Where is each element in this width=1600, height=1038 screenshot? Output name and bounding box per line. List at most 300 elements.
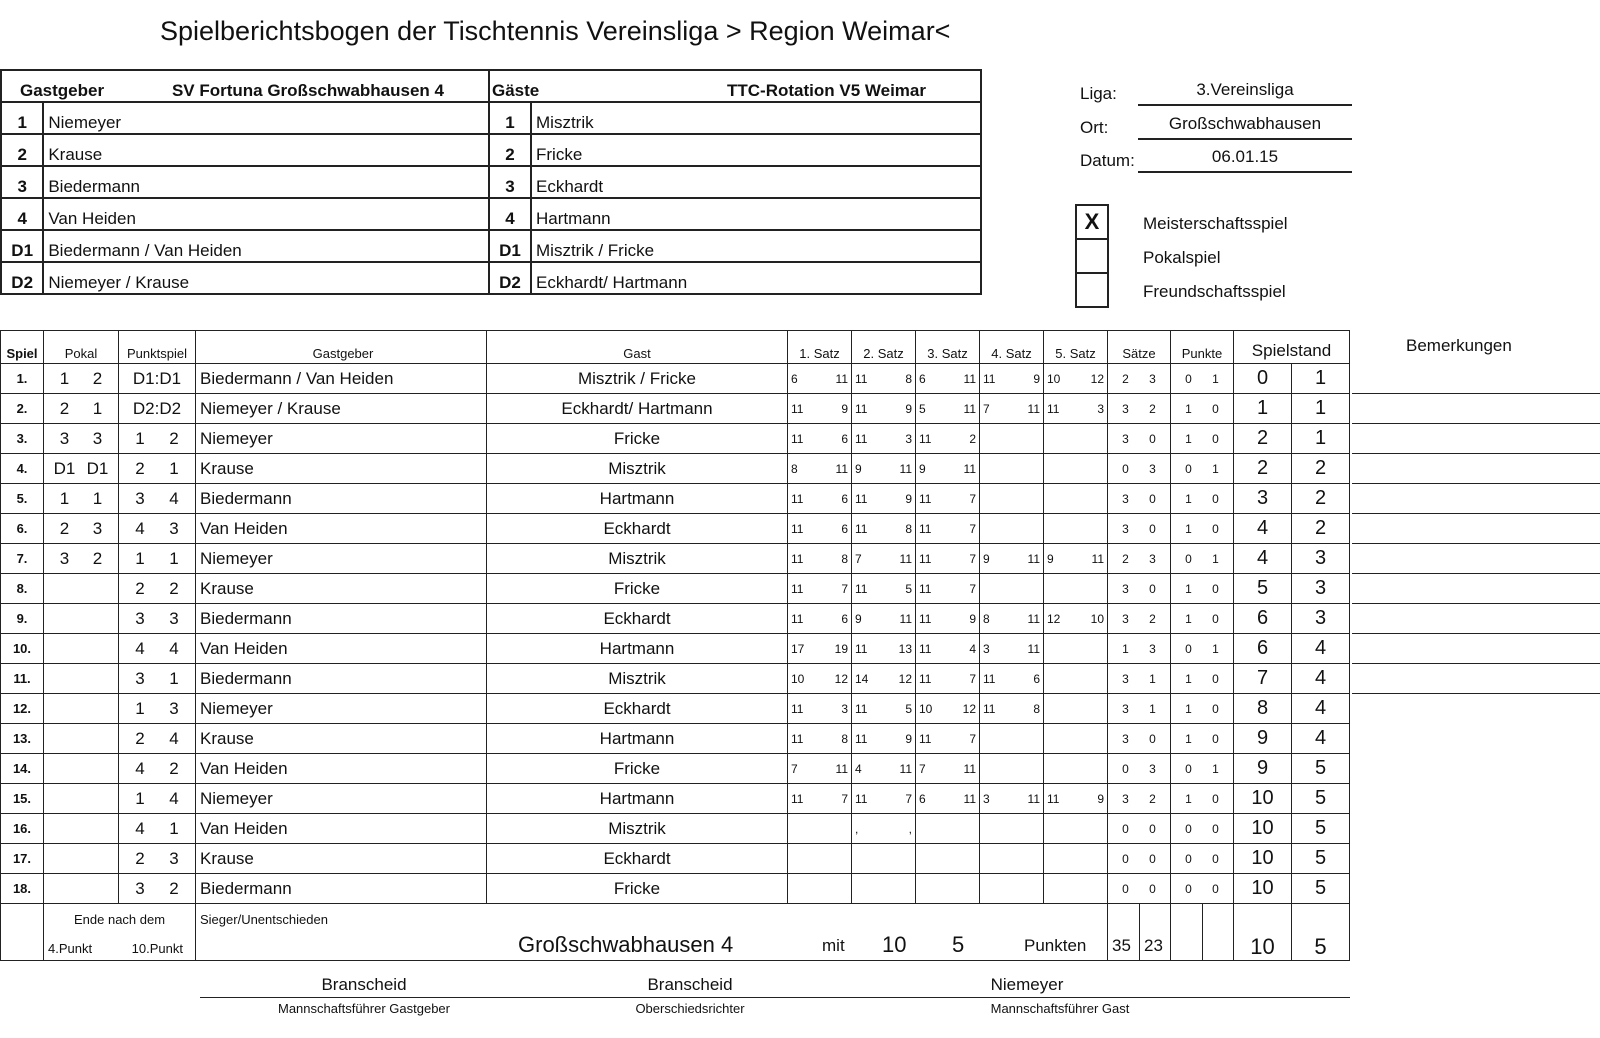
set-4-cell-a: 8 [983, 611, 990, 626]
punktspiel-cell-a: 3 [135, 488, 145, 508]
game-guest-player[interactable]: Fricke [487, 754, 788, 784]
punkte-cell[interactable] [1171, 484, 1234, 514]
set-1-cell[interactable] [788, 724, 852, 754]
bemerkung-line[interactable] [1352, 633, 1600, 634]
game-guest-player[interactable]: Fricke [487, 574, 788, 604]
ende-b: 10.Punkt [131, 941, 183, 956]
game-guest-player[interactable]: Fricke [487, 874, 788, 904]
punkte-cell-a: 0 [1185, 851, 1192, 866]
game-guest-player[interactable]: Fricke [487, 424, 788, 454]
punkte-cell[interactable] [1171, 604, 1234, 634]
set-3-cell[interactable] [916, 634, 980, 664]
pokal-cell[interactable] [44, 604, 119, 634]
set-3-cell[interactable] [916, 664, 980, 694]
punktspiel-cell-a: 2 [135, 728, 145, 748]
spielstand-host: 3 [1234, 484, 1292, 514]
punkte-cell[interactable] [1171, 844, 1234, 874]
set-3-cell[interactable] [916, 724, 980, 754]
game-host-player[interactable]: Van Heiden [196, 754, 487, 784]
set-3-cell[interactable] [916, 514, 980, 544]
set-3-cell-a: 11 [919, 521, 932, 536]
punkte-cell[interactable] [1171, 664, 1234, 694]
set-1-cell-a: 6 [791, 371, 798, 386]
set-5-cell[interactable] [1044, 604, 1108, 634]
set-2-cell[interactable] [852, 424, 916, 454]
guest-player-name[interactable]: Misztrik [531, 102, 981, 134]
saetze-cell[interactable] [1108, 604, 1171, 634]
bemerkung-line[interactable] [1352, 663, 1600, 664]
liga-field[interactable]: 3.Vereinsliga [1138, 80, 1352, 106]
set-2-cell[interactable] [852, 634, 916, 664]
bemerkung-line[interactable] [1352, 603, 1600, 604]
punktspiel-cell-b: 2 [169, 758, 179, 778]
set-4-cell[interactable] [980, 664, 1044, 694]
game-guest-player[interactable]: Misztrik [487, 664, 788, 694]
pokal-cell[interactable] [44, 484, 119, 514]
spielstand-host: 7 [1234, 664, 1292, 694]
host-player-name[interactable]: Krause [43, 134, 489, 166]
saetze-cell-b: 3 [1149, 551, 1156, 566]
team-row [1, 198, 981, 230]
set-2-cell-a: 7 [855, 551, 862, 566]
saetze-cell[interactable] [1108, 454, 1171, 484]
set-3-cell[interactable] [916, 454, 980, 484]
set-3-cell[interactable] [916, 574, 980, 604]
set-2-cell[interactable] [852, 364, 916, 394]
game-host-player[interactable]: Biedermann [196, 874, 487, 904]
spielstand-guest: 4 [1292, 634, 1350, 664]
set-5-cell[interactable] [1044, 454, 1108, 484]
pokal-cell[interactable] [44, 514, 119, 544]
spielstand-host: 10 [1234, 814, 1292, 844]
game-host-player[interactable]: Niemeyer [196, 784, 487, 814]
set-2-cell-b: 8 [905, 521, 912, 536]
punktspiel-cell[interactable] [119, 634, 196, 664]
punktspiel-cell[interactable] [119, 604, 196, 634]
pokal-cell[interactable] [44, 724, 119, 754]
set-3-cell-a: 11 [919, 491, 932, 506]
set-3-cell-a: 11 [919, 551, 932, 566]
set-3-cell[interactable] [916, 604, 980, 634]
set-1-cell[interactable] [788, 484, 852, 514]
game-row [1, 364, 1350, 394]
bemerkung-line[interactable] [1352, 693, 1600, 694]
game-host-player[interactable]: Van Heiden [196, 514, 487, 544]
saetze-cell-b: 2 [1149, 611, 1156, 626]
freundschaft-checkbox[interactable] [1075, 272, 1109, 308]
punktspiel-cell[interactable] [119, 514, 196, 544]
set-4-cell[interactable] [980, 454, 1044, 484]
set-5-cell-a: 11 [1047, 401, 1060, 416]
set-5-cell[interactable] [1044, 574, 1108, 604]
set-4-cell[interactable] [980, 394, 1044, 424]
set-1-cell[interactable] [788, 874, 852, 904]
saetze-cell-a: 0 [1122, 821, 1129, 836]
set-4-cell[interactable] [980, 634, 1044, 664]
set-3-cell[interactable] [916, 544, 980, 574]
set-3-cell[interactable] [916, 424, 980, 454]
punktspiel-cell-b: 4 [169, 488, 179, 508]
set-3-cell[interactable] [916, 754, 980, 784]
punkte-cell[interactable] [1171, 724, 1234, 754]
guest-player-name[interactable]: Hartmann [531, 198, 981, 230]
set-2-cell-a: 14 [855, 671, 869, 686]
saetze-cell-b: 1 [1149, 701, 1156, 716]
guest-player-name[interactable]: Fricke [531, 134, 981, 166]
col-pokal: Pokal [44, 331, 119, 364]
role-referee: Oberschiedsrichter [635, 1001, 745, 1016]
spielstand-guest: 5 [1292, 844, 1350, 874]
game-guest-player[interactable]: Eckhardt [487, 514, 788, 544]
set-4-cell[interactable] [980, 514, 1044, 544]
set-4-cell[interactable] [980, 784, 1044, 814]
game-guest-player[interactable]: Misztrik / Fricke [487, 364, 788, 394]
set-2-cell[interactable] [852, 754, 916, 784]
set-1-cell[interactable] [788, 514, 852, 544]
set-5-cell[interactable] [1044, 544, 1108, 574]
game-guest-player[interactable]: Eckhardt [487, 694, 788, 724]
pokal-cell[interactable] [44, 754, 119, 784]
set-4-cell[interactable] [980, 364, 1044, 394]
game-guest-player[interactable]: Hartmann [487, 634, 788, 664]
punkte-cell[interactable] [1171, 514, 1234, 544]
set-4-cell-a: 9 [983, 551, 990, 566]
punkte-cell[interactable] [1171, 754, 1234, 784]
set-5-cell[interactable] [1044, 484, 1108, 514]
bemerkung-line[interactable] [1352, 423, 1600, 424]
punkte-cell[interactable] [1171, 694, 1234, 724]
set-2-cell-b: 13 [898, 641, 912, 656]
pokal-cell[interactable] [44, 574, 119, 604]
saetze-cell-b: 2 [1149, 791, 1156, 806]
punktspiel-cell[interactable] [119, 844, 196, 874]
punktspiel-cell-b: 1 [169, 458, 179, 478]
signature-host-captain: Branscheid [321, 975, 407, 994]
set-3-cell-b: 7 [969, 551, 976, 566]
guest-player-name[interactable]: Eckhardt [531, 166, 981, 198]
set-2-cell[interactable] [852, 544, 916, 574]
pokal-cell[interactable] [44, 814, 119, 844]
saetze-cell[interactable] [1108, 574, 1171, 604]
pokal-cell[interactable] [44, 874, 119, 904]
punkte-cell-b: 0 [1212, 581, 1219, 596]
set-2-cell[interactable] [852, 694, 916, 724]
set-4-cell[interactable] [980, 724, 1044, 754]
set-5-cell[interactable] [1044, 814, 1108, 844]
set-3-cell[interactable] [916, 364, 980, 394]
set-2-cell[interactable] [852, 394, 916, 424]
bemerkung-line[interactable] [1352, 393, 1600, 394]
punktspiel-cell[interactable] [119, 424, 196, 454]
set-5-cell-b: 3 [1097, 401, 1104, 416]
ort-field[interactable]: Großschwabhausen [1138, 114, 1352, 140]
set-2-cell[interactable] [852, 724, 916, 754]
punkte-cell[interactable] [1171, 424, 1234, 454]
saetze-total-a: 35 [1112, 936, 1131, 955]
punktspiel-cell[interactable] [119, 454, 196, 484]
punktspiel-cell[interactable]: D2:D2 [119, 394, 196, 424]
saetze-cell[interactable] [1108, 664, 1171, 694]
saetze-cell-b: 2 [1149, 401, 1156, 416]
punktspiel-cell[interactable] [119, 664, 196, 694]
punkte-cell[interactable] [1171, 364, 1234, 394]
game-guest-player[interactable]: Eckhardt [487, 604, 788, 634]
game-guest-player[interactable]: Eckhardt/ Hartmann [487, 394, 788, 424]
set-5-cell[interactable] [1044, 514, 1108, 544]
set-5-cell-b: 10 [1090, 611, 1104, 626]
set-5-cell[interactable] [1044, 364, 1108, 394]
set-3-cell[interactable] [916, 844, 980, 874]
punkte-cell[interactable] [1171, 574, 1234, 604]
host-player-name[interactable]: Van Heiden [43, 198, 489, 230]
game-guest-player[interactable]: Misztrik [487, 544, 788, 574]
set-5-cell[interactable] [1044, 634, 1108, 664]
set-4-cell[interactable] [980, 694, 1044, 724]
punktspiel-cell[interactable] [119, 754, 196, 784]
set-2-cell[interactable] [852, 784, 916, 814]
set-2-cell[interactable] [852, 814, 916, 844]
set-4-cell[interactable] [980, 754, 1044, 784]
saetze-cell-a: 2 [1122, 551, 1129, 566]
set-1-cell[interactable] [788, 454, 852, 484]
game-guest-player[interactable]: Misztrik [487, 814, 788, 844]
spielstand-guest: 4 [1292, 664, 1350, 694]
set-5-cell[interactable] [1044, 844, 1108, 874]
set-1-cell[interactable] [788, 814, 852, 844]
set-3-cell[interactable] [916, 694, 980, 724]
pokal-cell[interactable] [44, 634, 119, 664]
punkte-cell-a: 1 [1185, 791, 1192, 806]
set-1-cell[interactable] [788, 634, 852, 664]
pokal-cell[interactable] [44, 784, 119, 814]
set-3-cell[interactable] [916, 484, 980, 514]
pokal-cell-a: 2 [59, 518, 70, 538]
game-host-player[interactable]: Krause [196, 454, 487, 484]
spielstand-guest: 1 [1292, 424, 1350, 454]
saetze-cell-b: 0 [1149, 731, 1156, 746]
punkte-cell-a: 0 [1185, 461, 1192, 476]
set-2-cell-a: 11 [855, 731, 868, 746]
set-3-cell[interactable] [916, 874, 980, 904]
set-2-cell[interactable] [852, 484, 916, 514]
col-punktspiel: Punktspiel [119, 331, 196, 364]
game-host-player[interactable]: Krause [196, 844, 487, 874]
set-2-cell[interactable] [852, 874, 916, 904]
ende-label: Ende nach dem [74, 912, 166, 927]
set-5-cell[interactable] [1044, 784, 1108, 814]
pokal-cell[interactable] [44, 544, 119, 574]
bemerkung-line[interactable] [1352, 483, 1600, 484]
set-1-cell[interactable] [788, 784, 852, 814]
meisterschaft-checkbox[interactable]: X [1075, 204, 1109, 240]
bemerkung-line[interactable] [1352, 513, 1600, 514]
game-row [1, 694, 1350, 724]
pokal-cell[interactable] [44, 694, 119, 724]
pokal-cell[interactable] [44, 664, 119, 694]
punktspiel-cell-a: 1 [135, 428, 145, 448]
set-1-cell[interactable] [788, 604, 852, 634]
set-2-cell[interactable] [852, 514, 916, 544]
punktspiel-cell[interactable]: D1:D1 [119, 364, 196, 394]
punkte-cell[interactable] [1171, 634, 1234, 664]
datum-field[interactable]: 06.01.15 [1138, 147, 1352, 173]
game-host-player[interactable]: Van Heiden [196, 634, 487, 664]
saetze-cell[interactable] [1108, 754, 1171, 784]
saetze-cell[interactable] [1108, 424, 1171, 454]
punktspiel-cell[interactable] [119, 784, 196, 814]
set-1-cell[interactable] [788, 664, 852, 694]
set-2-cell[interactable] [852, 574, 916, 604]
game-host-player[interactable]: Biedermann [196, 484, 487, 514]
set-2-cell[interactable] [852, 844, 916, 874]
game-host-player[interactable]: Krause [196, 724, 487, 754]
pokal-cell-a: 1 [59, 368, 70, 388]
pokal-cell-b: 2 [92, 368, 103, 388]
set-4-cell[interactable] [980, 484, 1044, 514]
saetze-cell[interactable] [1108, 844, 1171, 874]
set-5-cell[interactable] [1044, 394, 1108, 424]
set-1-cell[interactable] [788, 694, 852, 724]
set-2-cell[interactable] [852, 604, 916, 634]
set-1-cell[interactable] [788, 364, 852, 394]
col-satz-5: 5. Satz [1044, 331, 1108, 364]
game-host-player[interactable]: Biedermann [196, 604, 487, 634]
set-5-cell-a: 12 [1047, 611, 1061, 626]
punktspiel-cell[interactable] [119, 484, 196, 514]
set-1-cell[interactable] [788, 754, 852, 784]
punkte-cell[interactable] [1171, 454, 1234, 484]
set-4-cell[interactable] [980, 574, 1044, 604]
saetze-cell[interactable] [1108, 394, 1171, 424]
host-player-number: D1 [1, 230, 43, 262]
game-host-player[interactable]: Biedermann / Van Heiden [196, 364, 487, 394]
set-4-cell[interactable] [980, 874, 1044, 904]
punktspiel-cell[interactable] [119, 544, 196, 574]
guest-player-name[interactable]: Eckhardt/ Hartmann [531, 262, 981, 294]
punktspiel-cell[interactable] [119, 814, 196, 844]
saetze-cell[interactable] [1108, 484, 1171, 514]
set-5-cell[interactable] [1044, 424, 1108, 454]
set-2-cell-b: 8 [905, 371, 912, 386]
host-player-name[interactable]: Biedermann [43, 166, 489, 198]
saetze-cell[interactable] [1108, 784, 1171, 814]
game-number: 2. [1, 394, 44, 424]
set-1-cell[interactable] [788, 394, 852, 424]
punktspiel-cell[interactable] [119, 694, 196, 724]
set-3-cell-a: 7 [919, 761, 926, 776]
saetze-cell[interactable] [1108, 634, 1171, 664]
punkte-cell[interactable] [1171, 874, 1234, 904]
set-3-cell[interactable] [916, 814, 980, 844]
saetze-cell[interactable] [1108, 694, 1171, 724]
pokal-cell[interactable] [44, 364, 119, 394]
spielstand-guest: 4 [1292, 724, 1350, 754]
game-host-player[interactable]: Niemeyer [196, 694, 487, 724]
punkte-cell-b: 0 [1212, 881, 1219, 896]
spielstand-host: 9 [1234, 754, 1292, 784]
punkte-cell[interactable] [1171, 544, 1234, 574]
bemerkung-line[interactable] [1352, 453, 1600, 454]
set-3-cell[interactable] [916, 784, 980, 814]
game-row [1, 874, 1350, 904]
set-5-cell[interactable] [1044, 754, 1108, 784]
game-host-player[interactable]: Biedermann [196, 664, 487, 694]
set-4-cell[interactable] [980, 844, 1044, 874]
punkte-cell[interactable] [1171, 394, 1234, 424]
bemerkung-line[interactable] [1352, 543, 1600, 544]
set-3-cell-b: 11 [963, 761, 976, 776]
pokal-cell[interactable] [44, 424, 119, 454]
set-4-cell[interactable] [980, 424, 1044, 454]
saetze-cell[interactable] [1108, 724, 1171, 754]
saetze-cell-b: 0 [1149, 491, 1156, 506]
set-5-cell[interactable] [1044, 694, 1108, 724]
set-1-cell[interactable] [788, 574, 852, 604]
set-4-cell[interactable] [980, 814, 1044, 844]
game-row [1, 484, 1350, 514]
game-host-player[interactable]: Van Heiden [196, 814, 487, 844]
host-player-name[interactable]: Biedermann / Van Heiden [43, 230, 489, 262]
punktspiel-cell-b: 4 [169, 638, 179, 658]
set-5-cell[interactable] [1044, 724, 1108, 754]
game-guest-player[interactable]: Misztrik [487, 454, 788, 484]
set-4-cell[interactable] [980, 544, 1044, 574]
punkte-cell[interactable] [1171, 814, 1234, 844]
guest-player-number: 3 [489, 166, 531, 198]
host-player-name[interactable]: Niemeyer / Krause [43, 262, 489, 294]
punkte-cell[interactable] [1171, 784, 1234, 814]
punktspiel-cell[interactable] [119, 574, 196, 604]
guest-player-number: 2 [489, 134, 531, 166]
set-1-cell[interactable] [788, 544, 852, 574]
game-number: 18. [1, 874, 44, 904]
set-5-cell[interactable] [1044, 874, 1108, 904]
set-2-cell[interactable] [852, 664, 916, 694]
pokal-cell[interactable] [44, 454, 119, 484]
game-guest-player[interactable]: Eckhardt [487, 844, 788, 874]
set-1-cell[interactable] [788, 424, 852, 454]
game-number: 7. [1, 544, 44, 574]
pokal-checkbox[interactable] [1075, 238, 1109, 274]
spielstand-guest: 2 [1292, 514, 1350, 544]
set-5-cell[interactable] [1044, 664, 1108, 694]
game-host-player[interactable]: Krause [196, 574, 487, 604]
game-host-player[interactable]: Niemeyer [196, 424, 487, 454]
game-host-player[interactable]: Niemeyer [196, 544, 487, 574]
pokal-cell[interactable] [44, 844, 119, 874]
punktspiel-cell[interactable] [119, 724, 196, 754]
punktspiel-cell[interactable] [119, 874, 196, 904]
saetze-cell[interactable] [1108, 544, 1171, 574]
set-3-cell[interactable] [916, 394, 980, 424]
saetze-cell[interactable] [1108, 364, 1171, 394]
set-1-cell[interactable] [788, 844, 852, 874]
guest-player-name[interactable]: Misztrik / Fricke [531, 230, 981, 262]
set-2-cell[interactable] [852, 454, 916, 484]
saetze-cell[interactable] [1108, 874, 1171, 904]
game-guest-player[interactable]: Hartmann [487, 724, 788, 754]
set-4-cell[interactable] [980, 604, 1044, 634]
saetze-cell[interactable] [1108, 814, 1171, 844]
host-player-name[interactable]: Niemeyer [43, 102, 489, 134]
saetze-cell[interactable] [1108, 514, 1171, 544]
pokal-cell[interactable] [44, 394, 119, 424]
game-number: 4. [1, 454, 44, 484]
game-guest-player[interactable]: Hartmann [487, 484, 788, 514]
bemerkung-line[interactable] [1352, 573, 1600, 574]
game-host-player[interactable]: Niemeyer / Krause [196, 394, 487, 424]
game-guest-player[interactable]: Hartmann [487, 784, 788, 814]
